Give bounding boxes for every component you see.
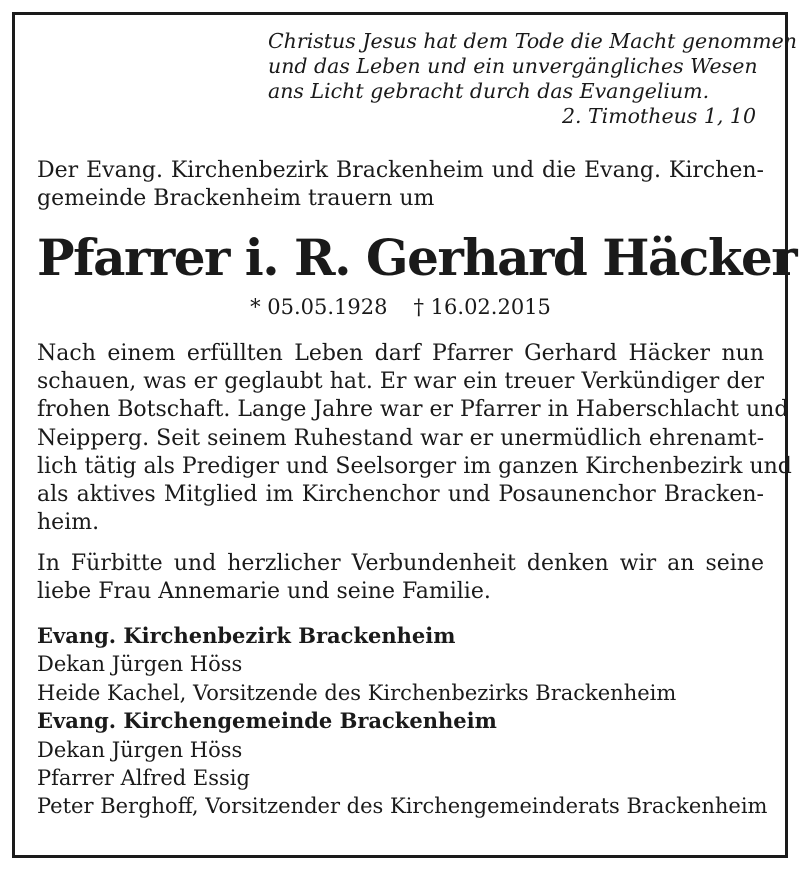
eulogy-line: lich tätig als Prediger und Seelsorger im ganzen Kirchenbezirk und — [37, 453, 792, 479]
signer-name: Dekan Jürgen Höss — [37, 652, 243, 677]
deceased-name: Pfarrer i. R. Gerhard Häcker — [37, 228, 797, 287]
eulogy-line: Nach einem erfüllten Leben darf Pfarrer Gerhard Häcker nun — [37, 341, 764, 366]
tribute-line: liebe Frau Annemarie und seine Familie. — [37, 579, 491, 605]
signer-name: Pfarrer Alfred Essig — [37, 766, 250, 791]
verse-line: ans Licht gebracht durch das Evangelium. — [268, 79, 710, 103]
eulogy-line: schauen, was er geglaubt hat. Er war ein treuer Verkündiger der — [37, 369, 764, 395]
signer-name: Peter Berghoff, Vorsitzender des Kirchengemeinderats Brackenheim — [37, 794, 768, 819]
tribute-line: In Fürbitte und herzlicher Verbundenheit denken wir an seine — [37, 551, 764, 576]
life-dates — [37, 293, 764, 321]
verse-line: und das Leben und ein unvergängliches Wesen — [268, 54, 758, 78]
bible-verse — [268, 29, 797, 129]
eulogy-line: Neipperg. Seit seinem Ruhestand war er unermüdlich ehrenamt- — [37, 425, 764, 451]
verse-reference: 2. Timotheus 1, 10 — [561, 104, 756, 128]
eulogy-line: frohen Botschaft. Lange Jahre war er Pfarrer in Haberschlacht und — [37, 397, 789, 423]
signer-name: Dekan Jürgen Höss — [37, 737, 243, 762]
district-org-name: Evang. Kirchenbezirk Brackenheim — [37, 623, 456, 648]
birth-date: * 05.05.1928 — [250, 295, 388, 319]
eulogy-paragraph — [37, 340, 792, 537]
death-date: † 16.02.2015 — [413, 295, 551, 319]
intro-line: gemeinde Brackenheim trauern um — [37, 186, 435, 211]
signatories — [37, 622, 777, 821]
parish-org-name: Evang. Kirchengemeinde Brackenheim — [37, 708, 497, 734]
signer-name: Heide Kachel, Vorsitzende des Kirchenbezirks Brackenheim — [37, 680, 677, 705]
intro-line: Der Evang. Kirchenbezirk Brackenheim und die Evang. Kirchen- — [37, 158, 764, 183]
eulogy-line: als aktives Mitglied im Kirchenchor und Posaunenchor Bracken- — [37, 482, 764, 508]
eulogy-line: heim. — [37, 510, 100, 536]
intro-paragraph — [37, 157, 764, 213]
tribute-paragraph — [37, 550, 764, 606]
verse-line: Christus Jesus hat dem Tode die Macht genommen — [268, 29, 797, 53]
